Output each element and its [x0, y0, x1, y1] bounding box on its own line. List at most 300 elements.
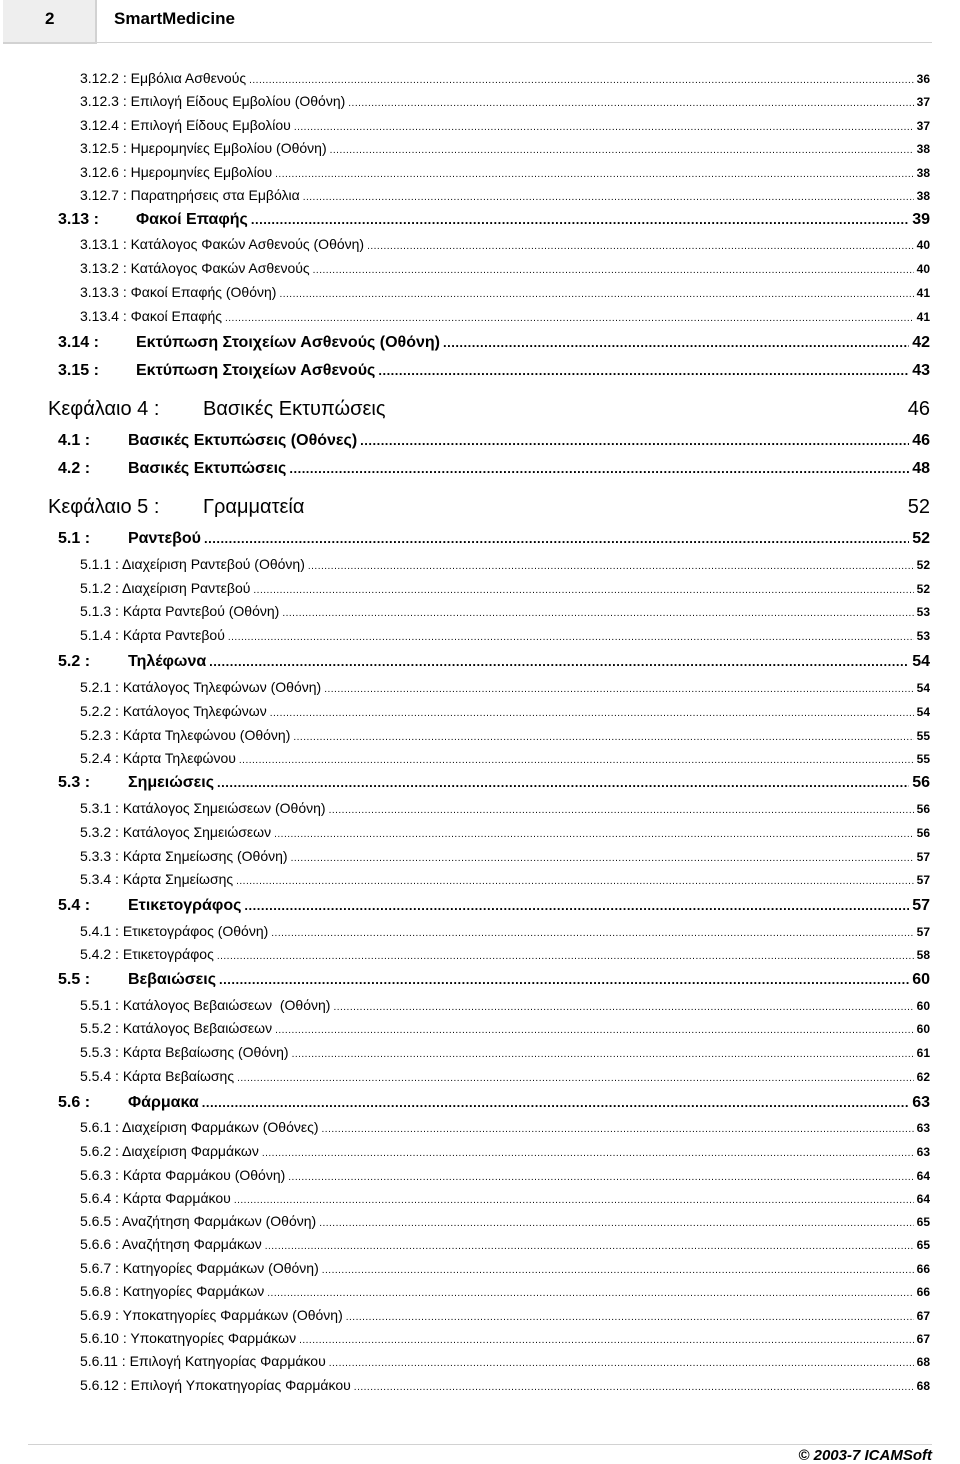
toc-entry-page: 38	[916, 166, 930, 180]
toc-entry-label	[80, 871, 233, 887]
footer-copyright: © 2003-7 ICAMSoft	[798, 1447, 932, 1464]
toc-entry[interactable]	[80, 824, 930, 844]
toc-entry-label	[80, 284, 276, 300]
toc-entry-label	[80, 1167, 285, 1183]
toc-entry-title: Υποκατηγορίες Φαρμάκων (Οθόνη)	[122, 1307, 343, 1323]
toc-entry-label	[58, 897, 241, 915]
toc-entry-label	[80, 1260, 319, 1276]
toc-dot-leader	[378, 363, 909, 378]
toc-entry-separator: :	[118, 70, 131, 86]
toc-entry-number: 5.3 :	[58, 774, 91, 791]
toc-entry-page: 46	[907, 398, 930, 420]
toc-entry[interactable]	[80, 260, 930, 280]
toc-entry[interactable]	[80, 727, 930, 747]
toc-entry-page: 48	[912, 460, 930, 477]
toc-entry-title: Κατάλογος Σημειώσεων	[122, 824, 272, 840]
toc-entry-title: Σημειώσεις	[128, 774, 215, 791]
toc-dot-leader	[294, 122, 914, 133]
toc-entry-page: 37	[916, 119, 930, 133]
toc-entry-page: 63	[912, 1094, 930, 1111]
toc-entry-title: Επιλογή Υποκατηγορίας Φαρμάκου	[130, 1377, 351, 1393]
toc-dot-leader	[292, 1049, 914, 1060]
toc-dot-leader	[299, 1335, 914, 1346]
toc-entry-number: 3.12.6	[80, 164, 119, 180]
toc-entry[interactable]	[80, 1044, 930, 1064]
toc-entry-separator: :	[111, 727, 123, 743]
toc-entry-label	[80, 679, 321, 695]
toc-entry-number: 3.14 :	[58, 334, 99, 351]
toc-entry-label	[80, 603, 279, 619]
toc-entry-title: Κάρτα Βεβαίωσης	[122, 1068, 235, 1084]
toc-entry-separator: :	[111, 1068, 123, 1084]
toc-entry[interactable]	[80, 117, 930, 137]
toc-entry-label	[48, 496, 304, 519]
toc-dot-leader	[244, 898, 909, 913]
toc-entry-number: 3.12.4	[80, 117, 119, 133]
toc-entry-title: Κατάλογος Βεβαιώσεων (Οθόνη)	[122, 997, 331, 1013]
toc-entry-number: 4.2 :	[58, 460, 91, 477]
toc-entry-number: 5.1 :	[58, 530, 91, 547]
toc-entry[interactable]	[80, 871, 930, 891]
toc-entry-label	[80, 308, 222, 324]
toc-entry[interactable]	[80, 1119, 930, 1139]
toc-entry-page: 63	[916, 1121, 930, 1135]
toc-entry-page: 68	[916, 1355, 930, 1369]
toc-dot-leader	[204, 531, 909, 546]
toc-dot-leader	[330, 145, 914, 156]
toc-entry-number: 5.3.3	[80, 848, 112, 864]
toc-dot-leader	[333, 1002, 913, 1013]
toc-entry[interactable]	[80, 603, 930, 623]
toc-entry-number: 5.5.2	[80, 1020, 112, 1036]
toc-entry[interactable]	[80, 800, 930, 820]
toc-entry-page: 54	[916, 681, 930, 695]
toc-dot-leader	[293, 732, 913, 743]
toc-entry[interactable]	[58, 460, 930, 482]
toc-entry-number: 5.5.3	[80, 1044, 112, 1060]
toc-dot-leader	[265, 1241, 914, 1252]
toc-entry-separator: :	[111, 1213, 123, 1229]
toc-entry[interactable]	[58, 774, 930, 796]
toc-entry-number: 3.15 :	[58, 362, 99, 379]
toc-entry-page: 56	[916, 826, 930, 840]
toc-entry[interactable]	[58, 432, 930, 454]
toc-entry-number: 5.3.4	[80, 871, 112, 887]
toc-entry-page: 60	[916, 999, 930, 1013]
toc-entry-title: Φακοί Επαφής	[136, 211, 248, 228]
toc-entry-label	[80, 260, 310, 276]
toc-entry-title: Ετικετογράφος	[128, 897, 242, 914]
toc-entry-separator: :	[111, 1236, 123, 1252]
toc-entry-title: Γραμματεία	[203, 496, 305, 518]
toc-entry-separator: :	[111, 603, 123, 619]
toc-entry-separator: :	[118, 1377, 131, 1393]
toc-entry-separator: :	[111, 800, 123, 816]
toc-entry-page: 38	[916, 189, 930, 203]
toc-dot-leader	[354, 1382, 914, 1393]
toc-dot-leader	[324, 684, 913, 695]
toc-entry-label	[80, 164, 272, 180]
toc-dot-leader	[346, 1312, 914, 1323]
toc-entry-page: 60	[912, 971, 930, 988]
toc-dot-leader	[274, 829, 914, 840]
toc-entry-title: Βασικές Εκτυπώσεις (Οθόνες)	[128, 432, 358, 449]
toc-entry-label	[58, 530, 201, 548]
toc-dot-leader	[313, 265, 914, 276]
toc-entry[interactable]	[80, 284, 930, 304]
toc-entry-title: Εκτύπωση Στοιχείων Ασθενούς	[136, 362, 376, 379]
toc-entry-title: Βασικές Εκτυπώσεις	[203, 398, 386, 420]
toc-entry-title: Κάρτα Τηλεφώνου	[122, 750, 236, 766]
toc-entry-number: 5.1.2	[80, 580, 112, 596]
toc-dot-leader	[322, 1124, 914, 1135]
toc-entry-number: 5.6.12	[80, 1377, 119, 1393]
toc-entry-page: 64	[916, 1192, 930, 1206]
toc-entry-number: 5.6.11	[80, 1353, 118, 1369]
toc-entry[interactable]	[80, 1167, 930, 1187]
toc-entry-number: 3.13 :	[58, 211, 99, 228]
toc-entry-label	[80, 70, 246, 86]
toc-entry-separator: :	[111, 1260, 123, 1276]
toc-dot-leader	[348, 98, 913, 109]
toc-entry-number: Κεφάλαιο 5 :	[48, 496, 160, 518]
toc-entry[interactable]	[80, 70, 930, 90]
toc-entry-page: 39	[912, 211, 930, 228]
toc-entry-separator: :	[111, 679, 123, 695]
toc-entry[interactable]	[80, 750, 930, 770]
toc-entry[interactable]	[80, 1260, 930, 1280]
toc-entry[interactable]	[58, 971, 930, 993]
toc-entry-title: Κάρτα Σημείωσης (Οθόνη)	[122, 848, 288, 864]
toc-entry[interactable]	[80, 923, 930, 943]
toc-entry-separator: :	[118, 93, 131, 109]
toc-entry[interactable]	[80, 1143, 930, 1163]
toc-entry-title: Κάρτα Ραντεβού (Οθόνη)	[122, 603, 280, 619]
toc-entry-title: Φάρμακα	[128, 1094, 199, 1111]
toc-entry[interactable]	[58, 530, 930, 552]
toc-entry-label	[80, 824, 271, 840]
toc-entry-title: Κατάλογος Τηλεφώνων (Οθόνη)	[122, 679, 322, 695]
toc-entry-page: 60	[916, 1022, 930, 1036]
toc-entry[interactable]	[80, 1330, 930, 1350]
toc-entry-number: 5.2.4	[80, 750, 112, 766]
toc-entry-separator: :	[111, 923, 123, 939]
toc-entry[interactable]	[48, 398, 930, 424]
toc-entry-separator: :	[111, 1143, 123, 1159]
toc-entry-title: Ημερομηνίες Εμβολίου (Οθόνη)	[130, 140, 327, 156]
toc-entry-separator: :	[118, 187, 131, 203]
toc-entry-separator: :	[111, 1307, 123, 1323]
toc-entry-number: 5.4 :	[58, 897, 91, 914]
toc-entry-number: 3.13.2	[80, 260, 119, 276]
toc-entry-page: 57	[916, 873, 930, 887]
toc-entry-number: 5.2.3	[80, 727, 112, 743]
toc-dot-leader	[443, 335, 909, 350]
toc-entry-number: 5.2.1	[80, 679, 112, 695]
toc-entry-label	[58, 971, 216, 989]
toc-entry-title: Ημερομηνίες Εμβολίου	[130, 164, 273, 180]
toc-dot-leader	[267, 1288, 913, 1299]
toc-dot-leader	[360, 433, 909, 448]
toc-entry-separator: :	[118, 260, 131, 276]
toc-entry-number: 5.3.2	[80, 824, 112, 840]
toc-dot-leader	[275, 1025, 914, 1036]
toc-entry-page: 66	[916, 1285, 930, 1299]
toc-entry-number: Κεφάλαιο 4 :	[48, 398, 160, 420]
toc-entry[interactable]	[80, 580, 930, 600]
toc-entry-number: 4.1 :	[58, 432, 91, 449]
toc-entry-separator: :	[118, 236, 131, 252]
toc-entry-page: 67	[916, 1309, 930, 1323]
toc-dot-leader	[291, 853, 914, 864]
toc-entry-page: 58	[916, 948, 930, 962]
toc-entry-number: 5.5 :	[58, 971, 91, 988]
toc-entry[interactable]	[80, 236, 930, 256]
toc-entry[interactable]	[80, 93, 930, 113]
toc-entry[interactable]	[80, 997, 930, 1017]
toc-entry[interactable]	[80, 1236, 930, 1256]
toc-entry-page: 40	[916, 262, 930, 276]
toc-dot-leader	[251, 212, 909, 227]
toc-entry-number: 5.2.2	[80, 703, 112, 719]
toc-entry[interactable]	[80, 556, 930, 576]
toc-entry-page: 57	[916, 850, 930, 864]
toc-dot-leader	[319, 1218, 913, 1229]
toc-dot-leader	[329, 805, 914, 816]
toc-entry-separator: :	[118, 140, 131, 156]
toc-entry-label	[80, 556, 305, 572]
toc-entry-title: Φακοί Επαφής	[130, 308, 222, 324]
toc-entry[interactable]	[80, 187, 930, 207]
toc-entry[interactable]	[80, 308, 930, 328]
toc-dot-leader	[253, 585, 913, 596]
toc-entry-title: Υποκατηγορίες Φαρμάκων	[130, 1330, 297, 1346]
toc-entry-page: 56	[912, 774, 930, 791]
toc-entry-separator: :	[111, 824, 123, 840]
toc-entry-title: Αναζήτηση Φαρμάκων (Οθόνη)	[122, 1213, 317, 1229]
toc-entry-number: 5.6.1	[80, 1119, 112, 1135]
toc-entry-number: 5.6.3	[80, 1167, 112, 1183]
toc-entry-title: Κάρτα Φαρμάκου (Οθόνη)	[122, 1167, 286, 1183]
toc-entry-title: Κάρτα Σημείωσης	[122, 871, 234, 887]
toc-entry[interactable]	[80, 1377, 930, 1397]
toc-entry[interactable]	[80, 848, 930, 868]
toc-entry-page: 56	[916, 802, 930, 816]
toc-entry-page: 52	[916, 582, 930, 596]
toc-entry-title: Επιλογή Είδους Εμβολίου (Οθόνη)	[130, 93, 346, 109]
toc-entry[interactable]	[80, 1353, 930, 1373]
toc-entry-page: 37	[916, 95, 930, 109]
toc-entry-separator: :	[111, 1020, 123, 1036]
toc-dot-leader	[282, 608, 913, 619]
toc-entry-title: Κάρτα Τηλεφώνου (Οθόνη)	[122, 727, 291, 743]
toc-entry-title: Ετικετογράφος	[122, 946, 214, 962]
toc-dot-leader	[270, 708, 914, 719]
toc-entry-page: 55	[916, 729, 930, 743]
toc-entry-title: Κάρτα Φαρμάκου	[122, 1190, 231, 1206]
toc-dot-leader	[239, 755, 914, 766]
toc-entry-label	[80, 140, 327, 156]
toc-entry-title: Βασικές Εκτυπώσεις	[128, 460, 287, 477]
toc-dot-leader	[367, 241, 914, 252]
toc-entry[interactable]	[80, 1307, 930, 1327]
toc-entry-page: 54	[916, 705, 930, 719]
toc-dot-leader	[271, 928, 913, 939]
toc-entry-number: 3.12.7	[80, 187, 119, 203]
toc-entry-separator: :	[111, 1119, 123, 1135]
header-title: SmartMedicine	[114, 9, 235, 28]
toc-entry-separator: :	[111, 848, 123, 864]
toc-entry-label	[58, 334, 440, 352]
toc-dot-leader	[279, 289, 913, 300]
toc-entry-title: Αναζήτηση Φαρμάκων	[122, 1236, 262, 1252]
toc-entry-label	[80, 1330, 296, 1346]
toc-entry-page: 52	[916, 558, 930, 572]
toc-entry[interactable]	[48, 496, 930, 522]
toc-entry-label	[80, 750, 236, 766]
toc-entry-label	[58, 1094, 199, 1112]
toc-entry-label	[58, 211, 248, 229]
toc-entry-separator: :	[111, 1190, 123, 1206]
toc-entry[interactable]	[80, 1283, 930, 1303]
toc-entry-separator: :	[118, 284, 131, 300]
toc-entry[interactable]	[80, 1020, 930, 1040]
toc-entry-label	[80, 236, 364, 252]
toc-entry-title: Κάρτα Ραντεβού	[122, 627, 225, 643]
toc-entry-label	[80, 1020, 272, 1036]
toc-entry-title: Ραντεβού	[128, 530, 201, 547]
toc-entry-label	[80, 703, 267, 719]
toc-entry-separator: :	[111, 556, 123, 572]
toc-entry-page: 41	[916, 310, 930, 324]
toc-entry-page: 41	[916, 286, 930, 300]
toc-entry-title: Κατάλογος Σημειώσεων (Οθόνη)	[122, 800, 326, 816]
toc-entry[interactable]	[80, 946, 930, 966]
toc-entry-label	[80, 1213, 316, 1229]
toc-entry-number: 5.6.10	[80, 1330, 119, 1346]
toc-entry-number: 3.12.2	[80, 70, 119, 86]
toc-entry-number: 5.1.1	[80, 556, 112, 572]
toc-entry[interactable]	[80, 1190, 930, 1210]
toc-entry-page: 36	[916, 72, 930, 86]
toc-entry-separator: :	[111, 946, 123, 962]
toc-entry-title: Διαχείριση Ραντεβού	[122, 580, 251, 596]
toc-entry-separator: :	[118, 164, 131, 180]
toc-entry-number: 5.6.5	[80, 1213, 112, 1229]
toc-entry[interactable]	[58, 653, 930, 675]
toc-entry-separator: :	[111, 1283, 123, 1299]
toc-entry-page: 53	[916, 629, 930, 643]
toc-entry-label	[80, 923, 268, 939]
toc-entry-page: 43	[912, 362, 930, 379]
toc-entry-label	[80, 580, 250, 596]
toc-entry-page: 52	[907, 496, 930, 518]
toc-entry-number: 3.12.5	[80, 140, 119, 156]
toc-entry-label	[80, 1307, 343, 1323]
toc-entry-number: 5.6.7	[80, 1260, 112, 1276]
toc-entry-number: 5.5.4	[80, 1068, 112, 1084]
toc-entry-label	[80, 1044, 289, 1060]
toc-entry-number: 3.13.3	[80, 284, 119, 300]
toc-dot-leader	[262, 1148, 914, 1159]
toc-entry[interactable]	[80, 164, 930, 184]
toc-entry-separator: :	[111, 997, 123, 1013]
toc-entry-page: 38	[916, 142, 930, 156]
toc-entry-title: Εκτύπωση Στοιχείων Ασθενούς (Οθόνη)	[136, 334, 440, 351]
toc-entry[interactable]	[58, 211, 930, 233]
toc-entry[interactable]	[58, 897, 930, 919]
toc-entry-title: Κατηγορίες Φαρμάκων (Οθόνη)	[122, 1260, 319, 1276]
toc-entry-separator: :	[111, 627, 123, 643]
toc-dot-leader	[217, 951, 914, 962]
toc-entry[interactable]	[80, 627, 930, 647]
toc-dot-leader	[237, 1073, 914, 1084]
toc-entry-page: 63	[916, 1145, 930, 1159]
toc-dot-leader	[236, 876, 914, 887]
toc-entry-page: 62	[916, 1070, 930, 1084]
toc-entry-number: 3.12.3	[80, 93, 119, 109]
toc-entry[interactable]	[58, 1094, 930, 1116]
toc-dot-leader	[308, 561, 914, 572]
toc-entry-label	[80, 848, 288, 864]
toc-entry-separator: :	[111, 703, 123, 719]
toc-entry-title: Επιλογή Είδους Εμβολίου	[130, 117, 291, 133]
toc-dot-leader	[209, 654, 909, 669]
toc-entry-page: 40	[916, 238, 930, 252]
toc-entry-label	[80, 800, 326, 816]
toc-entry[interactable]	[58, 334, 930, 356]
toc-entry-title: Διαχείριση Φαρμάκων (Οθόνες)	[122, 1119, 319, 1135]
toc-dot-leader	[225, 313, 914, 324]
toc-entry[interactable]	[80, 1213, 930, 1233]
toc-entry[interactable]	[80, 679, 930, 699]
toc-entry-label	[80, 93, 345, 109]
toc-entry-page: 57	[912, 897, 930, 914]
toc-entry-page: 53	[916, 605, 930, 619]
toc-entry-page: 64	[916, 1169, 930, 1183]
toc-entry-separator: :	[118, 1330, 131, 1346]
toc-entry[interactable]	[80, 1068, 930, 1088]
toc-entry-title: Διαχείριση Ραντεβού (Οθόνη)	[122, 556, 305, 572]
toc-entry-page: 54	[912, 653, 930, 670]
toc-entry-page: 46	[912, 432, 930, 449]
toc-dot-leader	[303, 192, 914, 203]
toc-entry-title: Βεβαιώσεις	[128, 971, 217, 988]
toc-entry-title: Ετικετογράφος (Οθόνη)	[122, 923, 269, 939]
toc-entry-number: 5.6.2	[80, 1143, 112, 1159]
toc-dot-leader	[289, 461, 909, 476]
footer-divider	[28, 1444, 932, 1445]
toc-entry[interactable]	[80, 703, 930, 723]
toc-entry-page: 68	[916, 1379, 930, 1393]
toc-entry-number: 5.1.3	[80, 603, 112, 619]
toc-dot-leader	[234, 1195, 914, 1206]
toc-entry-label	[80, 1236, 262, 1252]
toc-entry-label	[80, 1353, 326, 1369]
toc-entry-label	[80, 1190, 231, 1206]
toc-dot-leader	[217, 775, 909, 790]
toc-entry-title: Κατάλογος Τηλεφώνων	[122, 703, 267, 719]
toc-entry-title: Φακοί Επαφής (Οθόνη)	[130, 284, 277, 300]
toc-entry-page: 42	[912, 334, 930, 351]
toc-entry-separator: :	[117, 1353, 130, 1369]
toc-entry-number: 5.6 :	[58, 1094, 91, 1111]
toc-entry[interactable]	[58, 362, 930, 384]
toc-entry[interactable]	[80, 140, 930, 160]
toc-entry-title: Επιλογή Κατηγορίας Φαρμάκου	[129, 1353, 326, 1369]
toc-entry-number: 5.4.1	[80, 923, 112, 939]
toc-entry-label	[58, 432, 357, 450]
